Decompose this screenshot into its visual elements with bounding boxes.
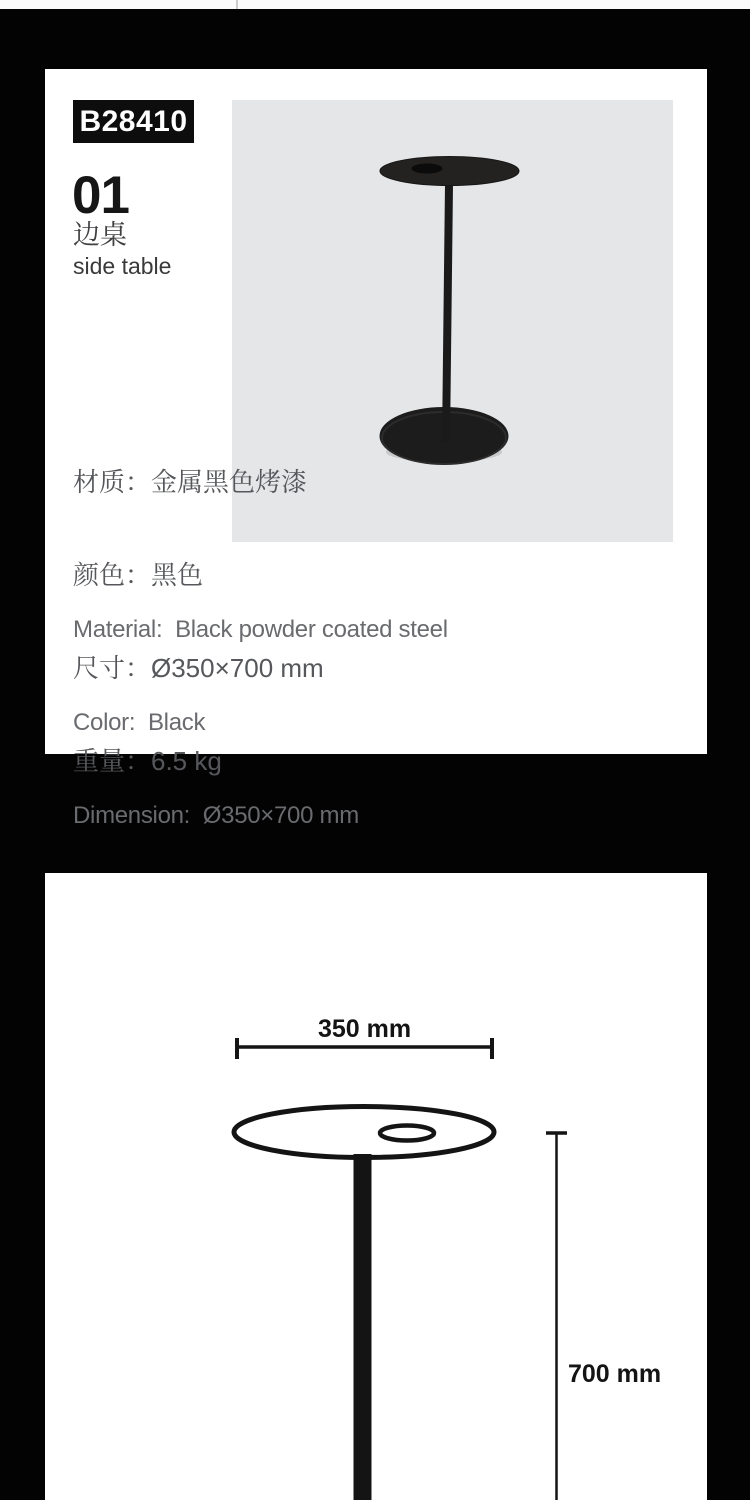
height-dimension-label: 700 mm <box>568 1360 662 1388</box>
spec-line-color-en: Color: Black <box>73 709 206 736</box>
width-dimension-label: 350 mm <box>317 1015 412 1043</box>
tabletop-outline <box>234 1107 494 1158</box>
grommet-outline <box>380 1126 434 1141</box>
dimension-drawing <box>45 873 707 1500</box>
dimension-card <box>45 873 707 1500</box>
spec-line-weight-zh: 重量：6.5 kg <box>73 746 222 776</box>
product-title-zh: 边桌 <box>73 220 127 250</box>
spec-line-dimension-zh: 尺寸：Ø350×700 mm <box>73 653 324 683</box>
spec-line-color-zh: 颜色：黑色 <box>73 560 204 590</box>
spec-line-material-en: Material: Black powder coated steel <box>73 616 448 643</box>
product-title-en: side table <box>73 253 172 279</box>
index-number: 01 <box>72 166 129 225</box>
top-page-strip <box>0 0 750 9</box>
sku-badge-label: B28410 <box>79 104 188 138</box>
stem-outline <box>354 1154 372 1500</box>
table-hole-shape <box>412 164 443 174</box>
table-top-shape <box>380 157 519 186</box>
product-card <box>45 69 707 829</box>
spec-line-material-zh: 材质：金属黑色烤漆 <box>73 467 308 497</box>
strip-divider-mark <box>236 0 238 9</box>
spec-line-dimension-en: Dimension: Ø350×700 mm <box>73 802 359 829</box>
table-stem-shape <box>442 184 453 442</box>
sku-badge <box>73 100 194 143</box>
